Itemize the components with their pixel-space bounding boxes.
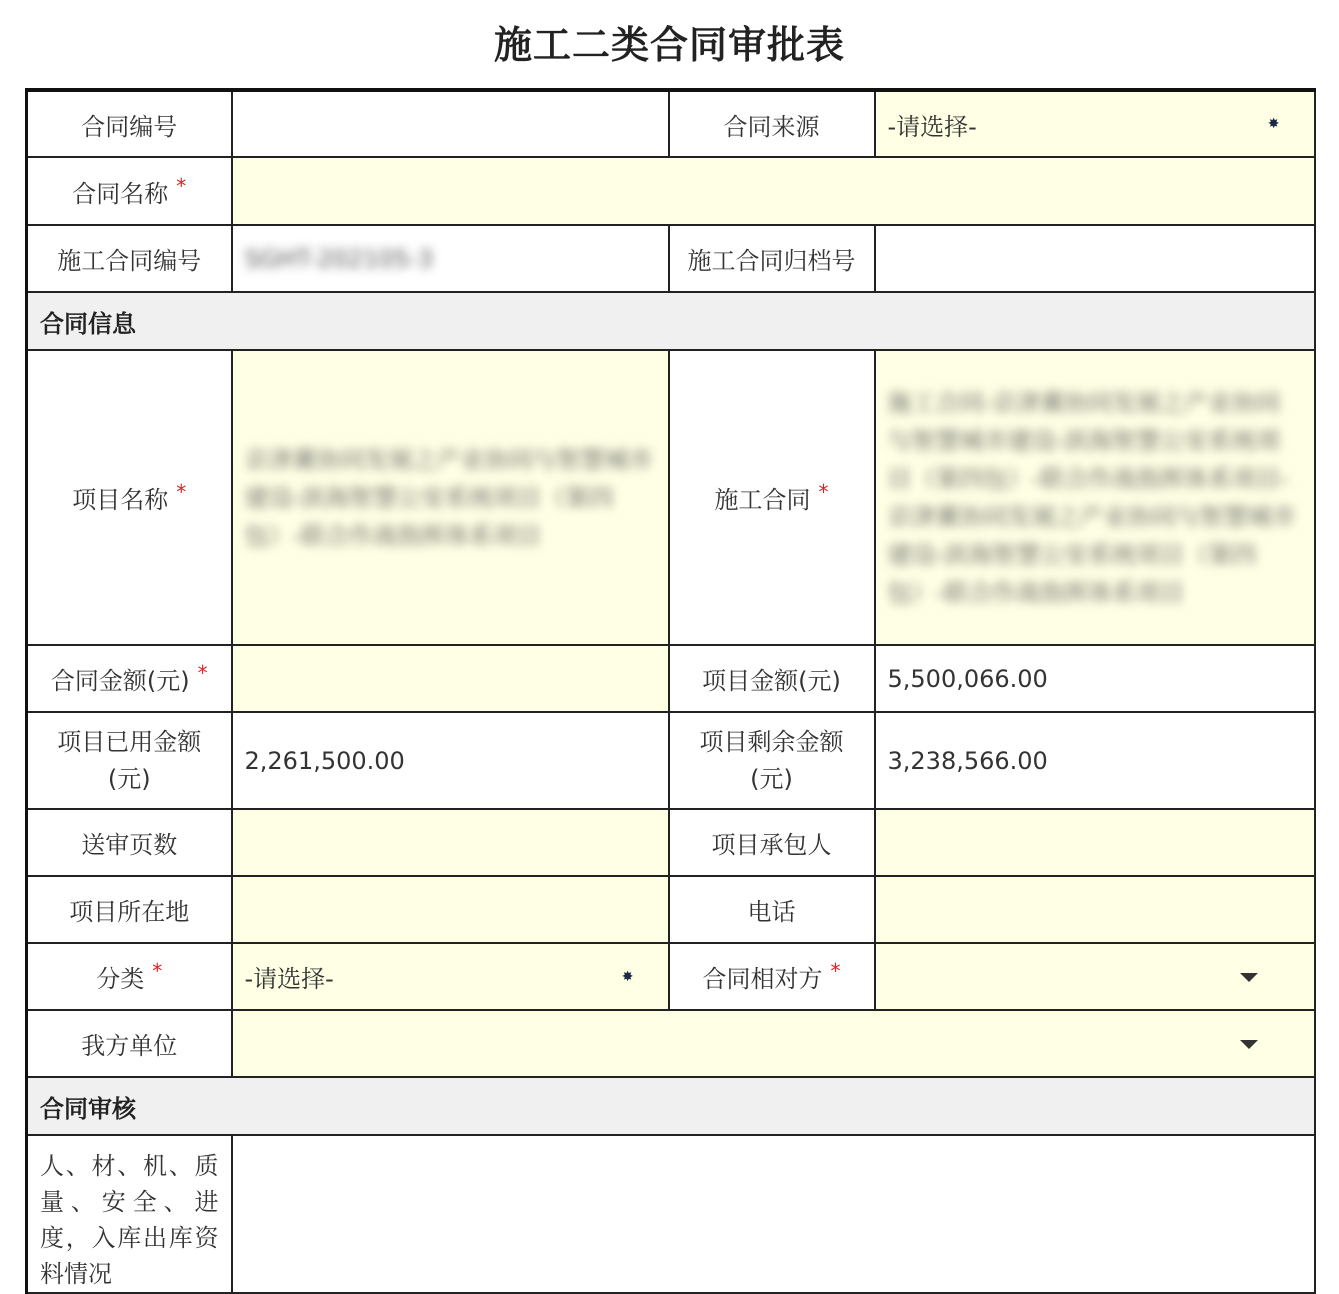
contract-no-label: 合同编号 — [27, 90, 232, 157]
required-mark: * — [197, 661, 208, 685]
row-construction-contract-no — [27, 225, 1315, 292]
materials-label: 人、材、机、质量、安全、进度，入库出库资料情况 — [27, 1135, 232, 1293]
required-mark: * — [176, 480, 187, 504]
chevron-down-icon[interactable] — [1240, 1040, 1258, 1049]
our-unit-select[interactable] — [232, 1010, 1315, 1077]
construction-contract-no-label: 施工合同编号 — [27, 225, 232, 292]
counterparty-select[interactable] — [875, 943, 1315, 1010]
section-title-contract-info: 合同信息 — [27, 292, 1315, 350]
category-select[interactable] — [232, 943, 669, 1010]
location-field[interactable] — [232, 876, 669, 943]
pages-field[interactable] — [232, 809, 669, 876]
required-mark: * — [830, 959, 841, 983]
pages-label: 送审页数 — [27, 809, 232, 876]
category-value: -请选择- — [244, 965, 334, 993]
page-title: 施工二类合同审批表 — [493, 23, 845, 67]
construction-archive-no-label: 施工合同归档号 — [669, 225, 875, 292]
contractor-field[interactable] — [875, 809, 1315, 876]
location-label: 项目所在地 — [27, 876, 232, 943]
chevron-down-icon[interactable] — [1240, 973, 1258, 982]
project-amount-label: 项目金额(元) — [669, 645, 875, 712]
used-amount-value: 2,261,500.00 — [232, 712, 669, 809]
remaining-amount-value: 3,238,566.00 — [875, 712, 1315, 809]
counterparty-label: 合同相对方 * — [669, 943, 875, 1010]
row-contract-no — [27, 90, 1315, 157]
dropdown-star-icon: ✸ — [621, 968, 634, 985]
dropdown-star-icon: ✸ — [1267, 116, 1280, 132]
row-used-remaining — [27, 712, 1315, 809]
project-name-field[interactable] — [232, 350, 669, 645]
our-unit-label: 我方单位 — [27, 1010, 232, 1077]
construction-contract-label: 施工合同 * — [669, 350, 875, 645]
construction-contract-no-field — [232, 225, 669, 292]
row-project-name — [27, 350, 1315, 645]
approval-form — [25, 88, 1316, 1294]
contractor-label: 项目承包人 — [669, 809, 875, 876]
category-label: 分类 * — [27, 943, 232, 1010]
construction-contract-no-value: SGHT-202105-3 — [244, 244, 434, 273]
construction-contract-field[interactable] — [875, 350, 1315, 645]
contract-amount-label: 合同金额(元) * — [27, 645, 232, 712]
project-name-label: 项目名称 * — [27, 350, 232, 645]
materials-field[interactable] — [232, 1135, 1315, 1293]
row-materials — [27, 1135, 1315, 1293]
section-contract-info — [27, 292, 1315, 350]
construction-contract-value: 施工合同-京津冀协同发展之产业协同与智慧城市建设-滨海智慧公安系统项目（第四包）-联合作战指挥体系项目-京津冀协同发展之产业协同与智慧城市建设-滨海智慧公安系统项目（第四包）-联合作战指挥体系项目 — [887, 388, 1296, 607]
section-title-contract-review: 合同审核 — [27, 1077, 1315, 1135]
required-mark: * — [176, 173, 187, 198]
row-category-counterparty — [27, 943, 1315, 1010]
phone-field[interactable] — [875, 876, 1315, 943]
contract-name-label: 合同名称 * — [27, 157, 232, 225]
row-location-phone — [27, 876, 1315, 943]
contract-no-field[interactable] — [232, 90, 669, 157]
project-amount-value: 5,500,066.00 — [875, 645, 1315, 712]
used-amount-label: 项目已用金额 (元) — [27, 712, 232, 809]
contract-amount-field[interactable] — [232, 645, 669, 712]
section-contract-review — [27, 1077, 1315, 1135]
row-pages-contractor — [27, 809, 1315, 876]
phone-label: 电话 — [669, 876, 875, 943]
contract-source-select[interactable] — [875, 90, 1315, 157]
project-name-value: 京津冀协同发展之产业协同与智慧城市建设-滨海智慧公安系统项目（第四包）-联合作战指挥体系项目 — [244, 445, 653, 550]
row-contract-name — [27, 157, 1315, 225]
row-contract-amount — [27, 645, 1315, 712]
required-mark: * — [818, 480, 829, 504]
required-mark: * — [152, 959, 163, 983]
contract-name-field[interactable] — [232, 157, 1315, 225]
contract-source-value: -请选择- — [887, 112, 977, 141]
remaining-amount-label: 项目剩余金额 (元) — [669, 712, 875, 809]
row-our-unit — [27, 1010, 1315, 1077]
contract-source-label: 合同来源 — [669, 90, 875, 157]
construction-archive-no-field[interactable] — [875, 225, 1315, 292]
